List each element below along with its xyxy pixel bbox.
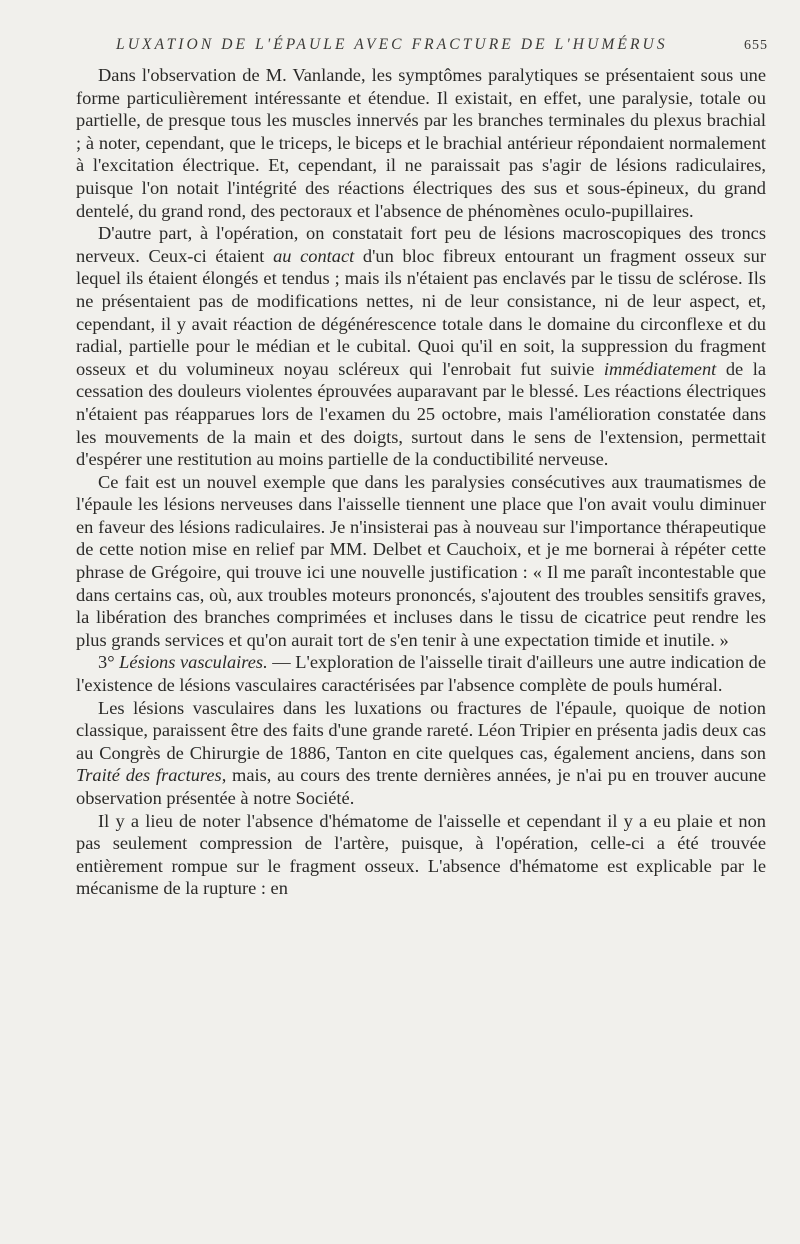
- paragraph-text: de la cessation des douleurs violentes éprouvées auparavant par le blessé. Les réactions électriques n'étaient pas réapparues lors de l'examen du 25 octobre, mais l'amélioration constatée dans les mouvements de la main et des doigts, surtout dans le sens de l'extension, permettait d'espérer une restitution au moins partielle de la conductibilité nerveuse.: [76, 358, 767, 470]
- paragraph-vanlande: [76, 64, 766, 222]
- running-header: [116, 36, 768, 54]
- section-number: 3°: [98, 652, 120, 673]
- body-text: [76, 64, 766, 900]
- italic-phrase: Traité des fractures: [76, 765, 222, 786]
- document-page: [76, 36, 766, 900]
- running-title: LUXATION DE L'ÉPAULE AVEC FRACTURE DE L'HUMÉRUS: [116, 36, 668, 53]
- paragraph-text: d'un bloc fibreux entourant un fragment osseux sur lequel ils étaient élongés et tendus ; mais ils n'étaient pas enclavés par le tissu de sclérose. Ils ne présentaient pas de modifications nettes, ni de leur consistance, ni de leur aspect, et, cependant, il y avait réaction de dégénérescence totale dans le domaine du circonflexe et du radial, partielle pour le médian et le cubital. Quoi qu'il en soit, la suppression du fragment osseux et du volumineux noyau scléreux qui l'enrobait fut suivie: [76, 245, 766, 379]
- paragraph-nouvel-exemple: [76, 471, 766, 652]
- page-number: 655: [744, 38, 768, 53]
- paragraph-operation: [76, 222, 766, 471]
- paragraph-rarete: [76, 697, 766, 810]
- paragraph-text: Dans l'observation de M. Vanlande, les symptômes paralytiques se présentaient sous une forme particulièrement intéressante et étendue. Il existait, en effet, une paralysie, totale ou partielle, de presque tous les muscles innervés par les branches terminales du plexus brachial ; à noter, cependant, que le triceps, le biceps et le brachial antérieur répondaient normalement à l'excitation électrique. Et, cependant, il ne paraissait pas s'agir de lésions radiculaires, puisque l'on notait l'intégrité des réactions électriques des sus et sous-épineux, du grand dentelé, du grand rond, des pectoraux et l'absence de phénomènes oculo-pupillaires.: [76, 65, 766, 221]
- paragraph-text: Il y a lieu de noter l'absence d'hématome de l'aisselle et cependant il y a eu plaie et non pas seulement compression de l'artère, puisque, à l'opération, celle-ci a été trouvée entièrement rompue sur le fragment osseux. L'absence d'hématome est explicable par le mécanisme de la rupture : en: [76, 810, 766, 899]
- paragraph-text: Ce fait est un nouvel exemple que dans les paralysies consécutives aux traumatismes de l'épaule les lésions nerveuses dans l'aisselle tiennent une place que l'on avait voulu diminuer en faveur des lésions radiculaires. Je n'insisterai pas à nouveau sur l'importance thérapeutique de cette notion mise en relief par MM. Delbet et Cauchoix, et je me bornerai à répéter cette phrase de Grégoire, qui trouve ici une nouvelle justification : « Il me paraît incontestable que dans certains cas, où, aux troubles moteurs prononcés, s'ajoutent des troubles sensitifs graves, la libération des branches comprimées et incluses dans le tissu de cicatrice peut rendre les plus grands services et qu'on aurait tort de s'en tenir à une expectation timide et inutile. »: [76, 471, 766, 650]
- paragraph-text: Les lésions vasculaires dans les luxations ou fractures de l'épaule, quoique de notion classique, paraissent être des faits d'une grande rareté. Léon Tripier en présenta jadis deux cas au Congrès de Chirurgie de 1886, Tanton en cite quelques cas, également anciens, dans son: [76, 697, 766, 763]
- paragraph-text: D'autre part, à l'opération, on constatait fort peu de lésions macroscopiques des troncs nerveux. Ceux-ci étaient: [76, 223, 766, 266]
- section-title: Lésions vasculaires.: [119, 652, 268, 673]
- paragraph-lesions-vasculaires-heading: [76, 651, 766, 696]
- paragraph-text: , mais, au cours des trente dernières années, je n'ai pu en trouver aucune observation présentée à notre Société.: [76, 765, 766, 808]
- italic-phrase: au contact: [273, 245, 355, 266]
- italic-phrase: immédiatement: [603, 358, 717, 379]
- paragraph-hematome: [76, 810, 766, 900]
- paragraph-text: — L'exploration de l'aisselle tirait d'ailleurs une autre indication de l'existence de lésions vasculaires caractérisées par l'absence complète de pouls huméral.: [76, 652, 766, 696]
